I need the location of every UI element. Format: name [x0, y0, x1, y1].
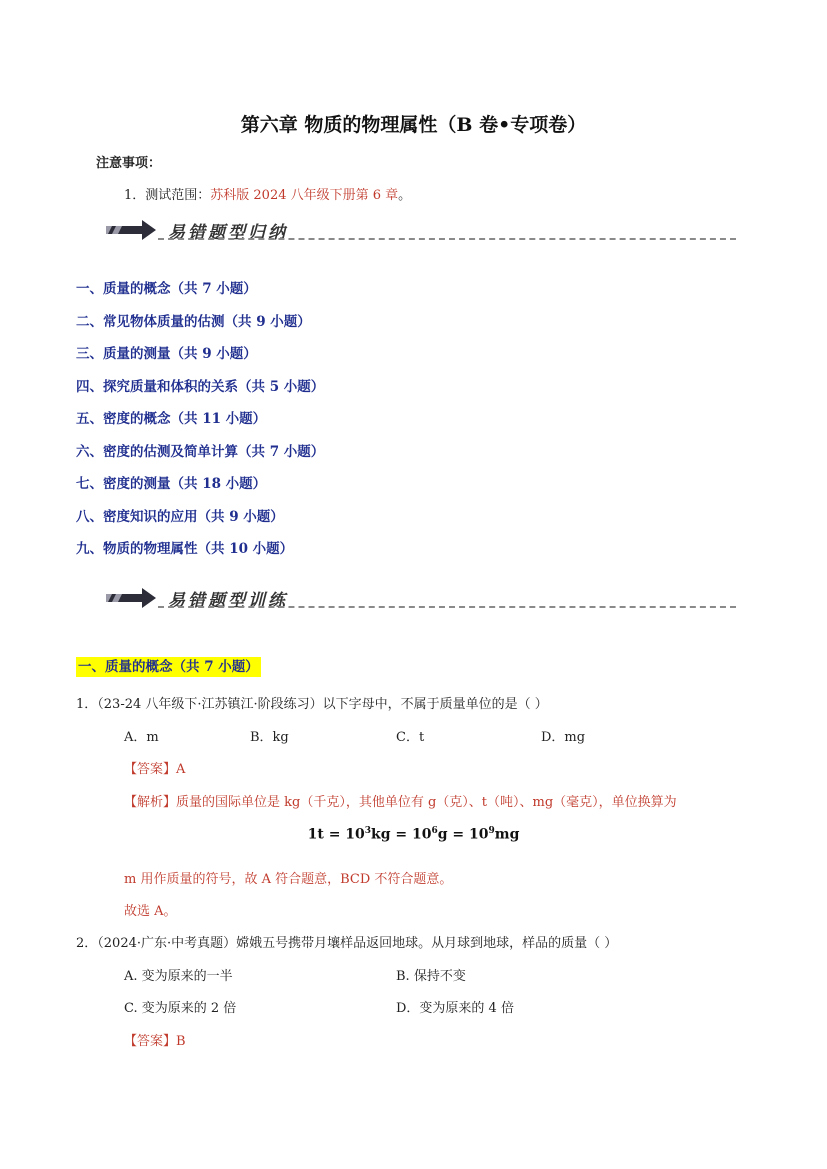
analysis-continued: m 用作质量的符号，故 A 符合题意，BCD 不符合题意。: [124, 872, 453, 887]
banner-title: 易错题型归纳: [168, 223, 288, 243]
option-d: D．变为原来的 4 倍: [396, 1001, 514, 1016]
option-a: A．m: [124, 730, 159, 745]
formula-part: kg = 10: [371, 826, 432, 843]
option-c: C．t: [396, 730, 425, 745]
toc-item[interactable]: 一、质量的概念（共 7 小题）: [76, 281, 257, 297]
unit-conversion-formula: [0, 826, 827, 843]
notice-label: 注意事项：: [96, 156, 162, 171]
banner-error-summary: [106, 216, 736, 242]
notice-item-scope: 苏科版 2024 八年级下册第 6 章: [210, 188, 399, 203]
formula-exponent: 9: [488, 826, 495, 836]
toc-item[interactable]: 八、密度知识的应用（共 9 小题）: [76, 508, 284, 525]
option-b: B．kg: [250, 730, 289, 745]
arrow-right-icon: [106, 220, 164, 240]
option-a: A. 变为原来的一半: [124, 969, 233, 984]
banner-error-training: [106, 584, 736, 610]
toc-item[interactable]: 三、质量的测量（共 9 小题）: [76, 346, 257, 362]
arrow-right-icon: [106, 588, 164, 608]
notice-item-suffix: 。: [398, 188, 412, 203]
analysis: 【解析】质量的国际单位是 kg（千克），其他单位有 g（克）、t（吨）、mg（毫克），单位换算为: [124, 795, 677, 810]
conclusion: 故选 A。: [124, 904, 177, 919]
formula-part: g = 10: [437, 826, 489, 843]
section-heading: 一、质量的概念（共 7 小题）: [78, 659, 259, 675]
toc-item[interactable]: 六、密度的估测及简单计算（共 7 小题）: [76, 443, 325, 460]
banner-divider: [158, 238, 736, 240]
toc-item[interactable]: 二、常见物体质量的估测（共 9 小题）: [76, 313, 311, 330]
notice-item-prefix: 1．测试范围：: [124, 188, 211, 203]
banner-divider: [158, 606, 736, 608]
toc-item[interactable]: 四、探究质量和体积的关系（共 5 小题）: [76, 378, 325, 395]
formula-part: mg: [494, 826, 520, 843]
table-of-contents: [76, 281, 324, 574]
toc-item[interactable]: 五、密度的概念（共 11 小题）: [76, 411, 267, 427]
formula-part: 1t = 10: [307, 826, 365, 843]
notice-item: [124, 184, 411, 203]
banner-title: 易错题型训练: [168, 591, 288, 611]
formula-exponent: 6: [431, 826, 438, 836]
page-title: 第六章 物质的物理属性（B 卷•专项卷）: [240, 114, 587, 136]
question-stem: 1．（23-24 八年级下·江苏镇江·阶段练习）以下字母中，不属于质量单位的是（ ）: [76, 697, 548, 712]
answer: 【答案】B: [124, 1034, 186, 1049]
option-b: B. 保持不变: [396, 969, 466, 984]
toc-item[interactable]: 七、密度的测量（共 18 小题）: [76, 476, 267, 492]
toc-item[interactable]: 九、物质的物理属性（共 10 小题）: [76, 541, 294, 557]
question-stem: 2．（2024·广东·中考真题）嫦娥五号携带月壤样品返回地球。从月球到地球，样品的质量（ ）: [76, 936, 618, 951]
option-c: C. 变为原来的 2 倍: [124, 1001, 237, 1016]
formula-exponent: 3: [364, 826, 372, 836]
option-d: D．mg: [541, 730, 586, 745]
answer: 【答案】A: [124, 762, 186, 777]
